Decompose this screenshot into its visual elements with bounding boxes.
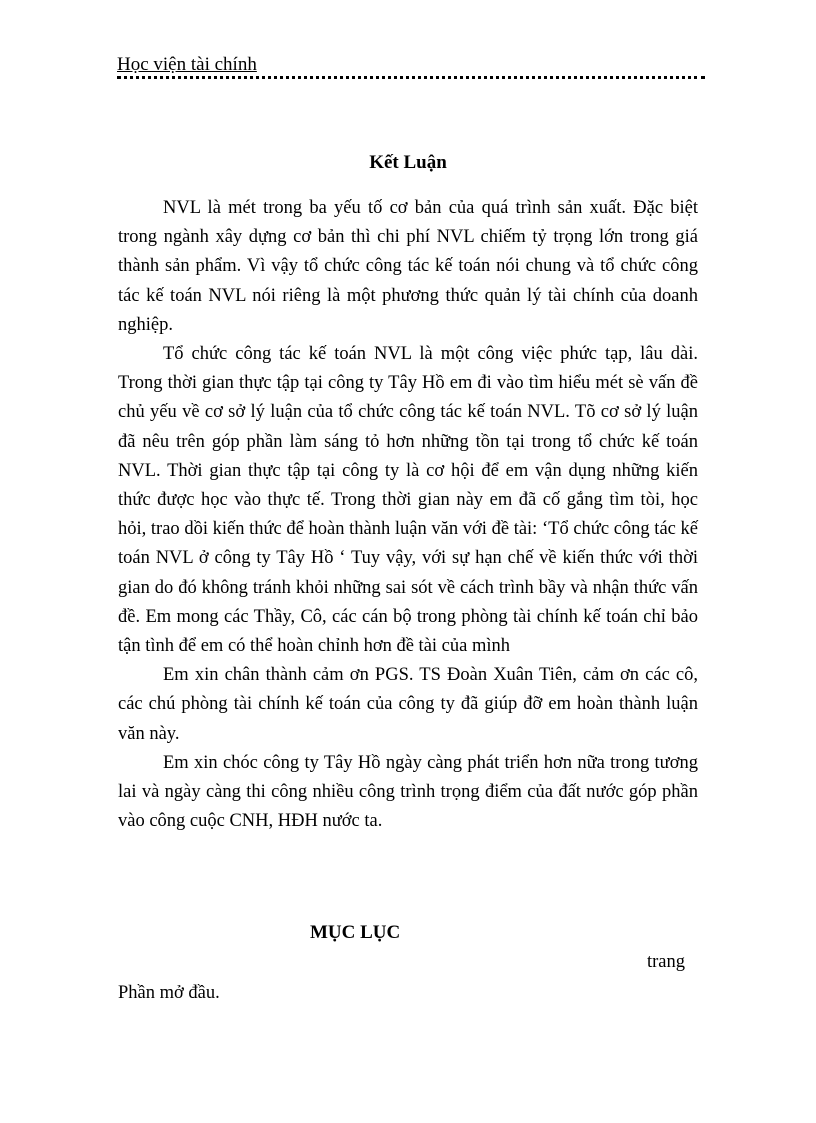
- conclusion-paragraph-1: NVL là mét trong ba yếu tố cơ bản của quá trình sản xuất. Đặc biệt trong ngành xây dựng cơ bản thì chi phí NVL chiếm tỷ trọng lớn trong giá thành sản phẩm. Vì vậy tổ chức công tác kế toán nói chung và tổ chức công tác kế toán NVL nói riêng là một phương thức quản lý tài chính của doanh nghiệp.: [118, 198, 698, 335]
- toc-entry: Phần mở đầu.: [118, 983, 220, 1003]
- conclusion-body: [118, 194, 698, 836]
- header-institution: Học viện tài chính: [117, 54, 261, 76]
- toc-page-column-label: trang: [647, 952, 686, 972]
- page-header: [117, 52, 705, 82]
- conclusion-title: Kết Luận: [369, 152, 447, 173]
- toc-title: MỤC LỤC: [310, 922, 401, 943]
- header-dotted-leader: [117, 76, 705, 79]
- conclusion-paragraph-2: Tổ chức công tác kế toán NVL là một công việc phức tạp, lâu dài. Trong thời gian thực tập tại công ty Tây Hồ em đi vào tìm hiểu mét sè vấn đề chủ yếu về cơ sở lý luận của tổ chức công tác kế toán NVL. Tõ cơ sở lý luận đã nêu trên góp phần làm sáng tỏ hơn những tồn tại trong tổ chức kế toán NVL. Thời gian thực tập tại công ty là cơ hội để em vận dụng những kiến thức được học vào thực tế. Trong thời gian này em đã cố gắng tìm tòi, học hỏi, trao dồi kiến thức để hoàn thành luận văn với đề tài: ‘Tổ chức công tác kế toán NVL ở công ty Tây Hồ ‘ Tuy vậy, với sự hạn chế về kiến thức với thời gian do đó không tránh khỏi những sai sót về cách trình bầy và nhận thức vấn đề. Em mong các Thầy, Cô, các cán bộ trong phòng tài chính kế toán chỉ bảo tận tình để em có thể hoàn chỉnh hơn đề tài của mình: [118, 344, 698, 657]
- conclusion-paragraph-4: Em xin chóc công ty Tây Hồ ngày càng phát triển hơn nữa trong tương lai và ngày càng thi công nhiều công trình trọng điểm của đất nước góp phần vào công cuộc CNH, HĐH nước ta.: [118, 752, 698, 832]
- conclusion-paragraph-3: Em xin chân thành cảm ơn PGS. TS Đoàn Xuân Tiên, cảm ơn các cô, các chú phòng tài chính kế toán của công ty đã giúp đỡ em hoàn thành luận văn này.: [118, 665, 698, 744]
